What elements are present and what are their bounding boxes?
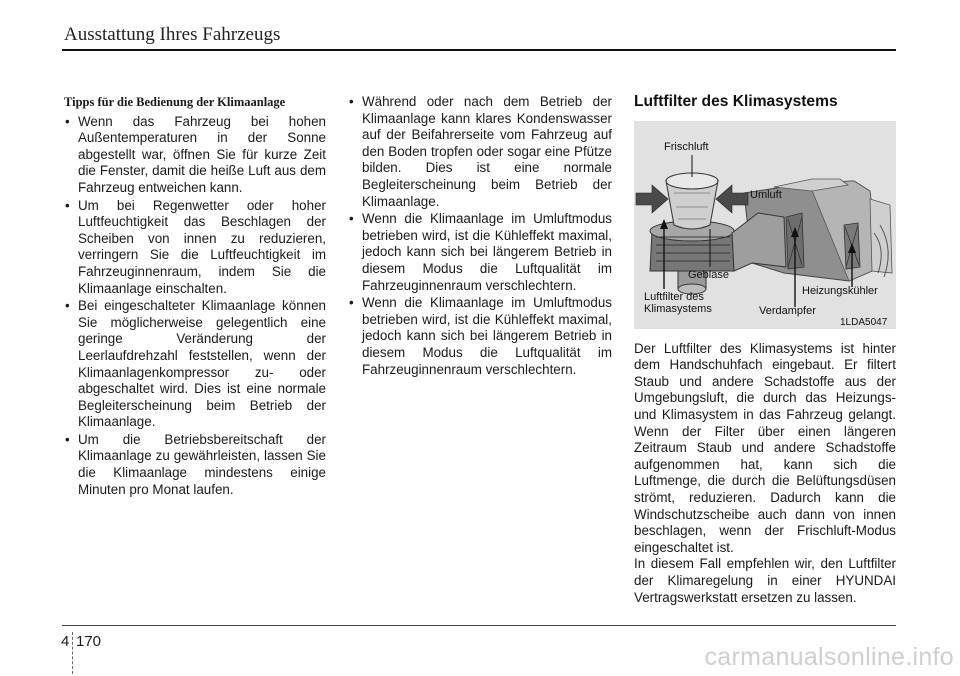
label-frischluft: Frischluft (664, 140, 709, 153)
list-item: • Wenn die Klimaanlage im Umluftmodus betrieben wird, ist die Kühleffekt maximal, jedoch kann sich bei längerem Betrieb in diesem Modus die Luftqualität im Fahrzeuginnenraum verschlechtern. (348, 295, 612, 378)
chapter-number: 4 (61, 633, 70, 650)
section-title: Luftfilter des Klimasystems (634, 93, 838, 110)
figure-code: 1LDA5047 (840, 316, 888, 328)
tips-list (64, 114, 326, 499)
list-item: • Wenn das Fahrzeug bei hohen Außentemperaturen in der Sonne abgestellt war, öffnen Sie für kurze Zeit die Fenster, damit die heiße Luft aus dem Fahrzeug entweichen kann. (64, 114, 326, 197)
paragraph: Der Luftfilter des Klimasystems ist hinter dem Handschuhfach eingebaut. Er filtert Staub und andere Schadstoffe aus der Umgebungsluft, die durch das Heizungs- und Klimasystem in das Fahrzeug gelangt. Wenn der Filter über einen längeren Zeitraum Staub und andere Schadstoffe aufgenommen hat, kann sich die Luftmenge, die durch die Belüftungsdüsen strömt, reduzieren. Dadurch kann die Windschutzscheibe auch dann von innen beschlagen, wenn der Frischluft-Modus eingeschaltet ist. (634, 340, 896, 555)
list-item: • Um die Betriebsbereitschaft der Klimaanlage zu gewährleisten, lassen Sie die Klimaanlage mindestens einige Minuten pro Monat laufen. (64, 432, 326, 498)
page-number: 170 (76, 633, 102, 650)
label-luftfilter-line2: Klimasystems (644, 302, 712, 315)
footer-divider (62, 625, 896, 626)
middle-column (348, 94, 612, 379)
page-header-title: Ausstattung Ihres Fahrzeugs (64, 24, 281, 45)
list-item: • Während oder nach dem Betrieb der Klimaanlage kann klares Kondenswasser auf der Beifahrerseite vom Fahrzeug auf den Boden tropfen oder sogar eine Pfütze bilden. Dies ist eine normale Begleiterscheinung beim Betrieb der Klimaanlage. (348, 94, 612, 210)
paragraph: In diesem Fall empfehlen wir, den Luftfilter der Klimaregelung in einer HYUNDAI Vertragswerkstatt ersetzen zu lassen. (634, 556, 896, 605)
footer-separator (72, 632, 73, 674)
label-verdampfer: Verdampfer (759, 304, 816, 317)
notes-list (348, 94, 612, 378)
label-heizungskuehler: Heizungskühler (802, 284, 878, 297)
filter-description (634, 341, 896, 607)
list-item: • Um bei Regenwetter oder hoher Luftfeuchtigkeit das Beschlagen der Scheiben von innen zu reduzieren, verringern Sie die Luftfeuchtigkeit im Fahrzeuginnenraum, indem Sie die Klimaanlage einschalten. (64, 198, 326, 298)
list-item: • Bei eingeschalteter Klimaanlage können Sie möglicherweise gelegentlich eine geringe Veränderung der Leerlaufdrehzahl feststellen, wenn der Klimaanlagenkompressor zu- oder abgeschaltet wird. Dies ist eine normale Begleiterscheinung beim Betrieb der Klimaanlage. (64, 298, 326, 431)
header-divider (62, 49, 896, 51)
climate-system-diagram (634, 121, 896, 329)
list-item: • Wenn die Klimaanlage im Umluftmodus betrieben wird, ist die Kühleffekt maximal, jedoch kann sich bei längerem Betrieb in diesem Modus die Luftqualität im Fahrzeuginnenraum verschlechtern. (348, 211, 612, 294)
label-umluft: Umluft (750, 188, 782, 201)
watermark: carmanualsonline.info (704, 643, 954, 671)
left-column (64, 94, 326, 499)
label-luftfilter-line1: Luftfilter des (644, 290, 704, 303)
right-column (634, 94, 896, 606)
label-geblaese: Gebläse (688, 268, 729, 281)
tips-heading: Tipps für die Bedienung der Klimaanlage (64, 95, 286, 109)
